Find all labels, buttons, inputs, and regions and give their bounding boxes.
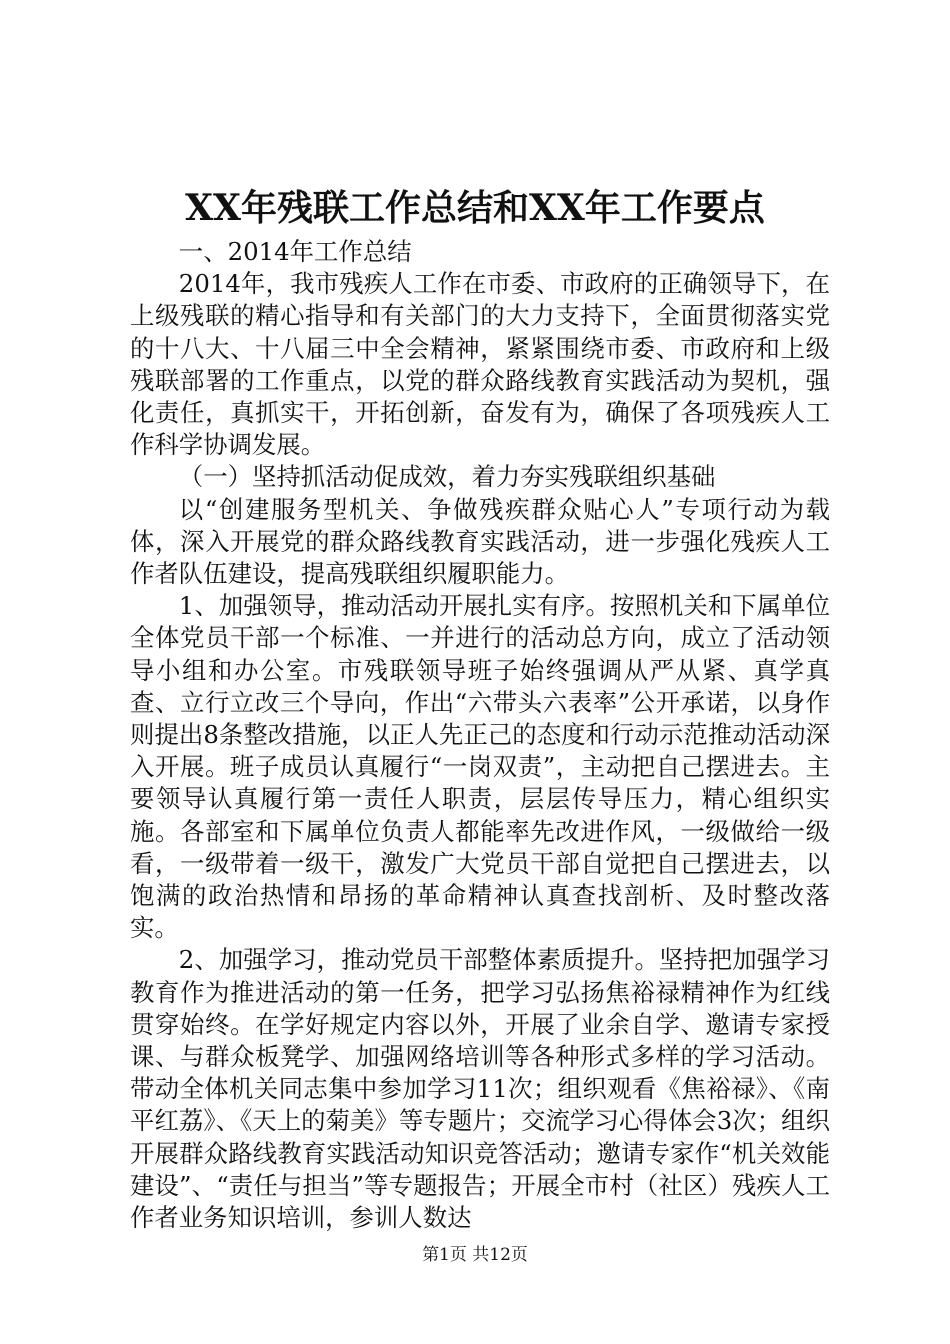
page-footer: 第1页 共12页 <box>422 1245 528 1265</box>
subsection-heading: （一）坚持抓活动促成效，着力夯实残联组织基础 <box>178 462 716 492</box>
paragraph: 1、加强领导，推动活动开展扎实有序。按照机关和下属单位全体党员干部一个标准、一并进行的活动总方向，成立了活动领导小组和办公室。市残联领导班子始终强调从严从紧、真学真查、立行立改三个导向，作出“六带头六表率”公开承诺，以身作则提出8条整改措施，以正人先正己的态度和行动示范推动活动深入开展。班子成员认真履行“一岗双责”，主动把自己摆进去。主要领导认真履行第一责任人职责，层层传导压力，精心组织实施。各部室和下属单位负责人都能率先改进作风，一级做给一级看，一级带着一级干，激发广大党员干部自觉把自己摆进去，以饱满的政治热情和昂扬的革命精神认真查找剖析、及时整改落实。 <box>130 591 830 943</box>
section-heading: 一、2014年工作总结 <box>178 237 412 266</box>
paragraph: 2014年，我市残疾人工作在市委、市政府的正确领导下，在上级残联的精心指导和有关部门的大力支持下，全面贯彻落实党的十八大、十八届三中全会精神，紧紧围绕市委、市政府和上级残联部署的工作重点，以党的群众路线教育实践活动为契机，强化责任，真抓实干，开拓创新，奋发有为，确保了各项残疾人工作科学协调发展。 <box>130 269 830 460</box>
document-title: XX年残联工作总结和XX年工作要点 <box>185 187 765 229</box>
paragraph: 2、加强学习，推动党员干部整体素质提升。坚持把加强学习教育作为推进活动的第一任务，把学习弘扬焦裕禄精神作为红线贯穿始终。在学好规定内容以外，开展了业余自学、邀请专家授课、与群众板凳学、加强网络培训等各种形式多样的学习活动。带动全体机关同志集中参加学习11次；组织观看《焦裕禄》、《南平红荔》、《天上的菊美》等专题片；交流学习心得体会3次；组织开展群众路线教育实践活动知识竞答活动；邀请专家作“机关效能建设”、“责任与担当”等专题报告；开展全市村（社区）残疾人工作者业务知识培训，参训人数达 <box>130 945 830 1233</box>
document-body <box>130 236 830 1234</box>
paragraph: 以“创建服务型机关、争做残疾群众贴心人”专项行动为载体，深入开展党的群众路线教育实践活动，进一步强化残疾人工作者队伍建设，提高残联组织履职能力。 <box>130 494 830 589</box>
